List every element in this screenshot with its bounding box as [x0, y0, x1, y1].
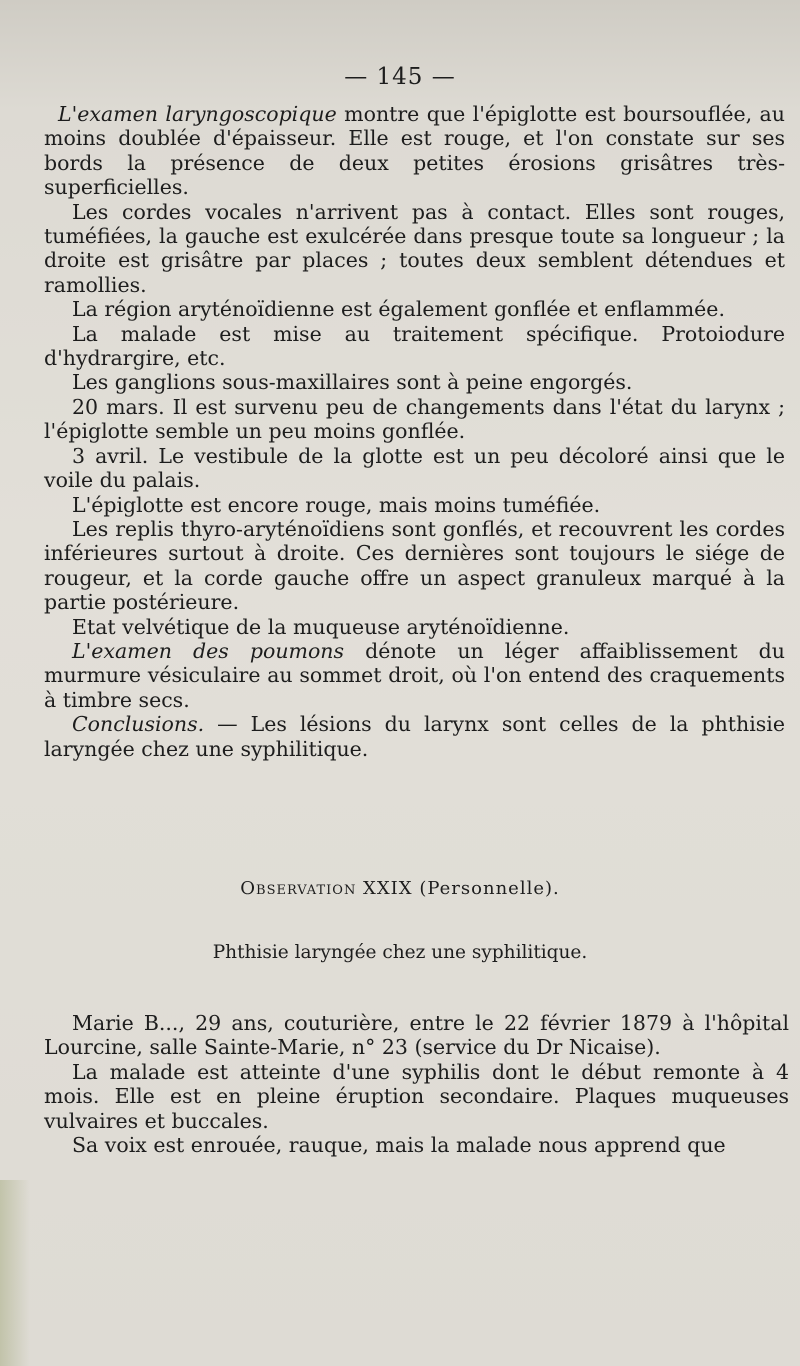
paragraph: 3 avril. Le vestibule de la glotte est un peu décoloré ainsi que le voile du palais.	[44, 443, 785, 493]
observation-heading	[0, 878, 800, 899]
paragraph	[44, 712, 785, 761]
paragraph: La malade est atteinte d'une syphilis dont le début remonte à 4 mois. Elle est en pleine éruption secondaire. Plaques muqueuses vulvaires et buccales.	[44, 1059, 789, 1133]
emphasis-text: L'examen des poumons	[72, 638, 345, 663]
paragraph: Les cordes vocales n'arrivent pas à contact. Elles sont rouges, tuméfiées, la gauche est exulcérée dans presque toute sa longueur ; la droite est grisâtre par places ; toutes deux semblent détendues et ramollies.	[44, 199, 785, 297]
paragraph-text: montre que l'épiglotte est boursouflée, au moins doublée d'épaisseur. Elle est rouge, et l'on constate sur ses bords la présence de deux petites érosions grisâtres très-superficielles.	[44, 102, 785, 200]
emphasis-text: L'examen laryngoscopique	[58, 102, 337, 126]
body-text-bottom	[44, 1011, 789, 1157]
paragraph: Sa voix est enrouée, rauque, mais la malade nous apprend que	[72, 1133, 726, 1158]
paragraph: La région aryténoïdienne est également gonflée et enflammée.	[72, 297, 725, 322]
paragraph: Les replis thyro-aryténoïdiens sont gonflés, et recouvrent les cordes inférieures surtout à droite. Ces dernières sont toujours le siége de rougeur, et la corde gauche offre un aspect granuleux marqué à la partie postérieure.	[44, 516, 785, 615]
paragraph-text: dénote un léger affaiblissement du murmure vésiculaire au sommet droit, où l'on entend des craquements à timbre secs.	[44, 638, 785, 712]
paragraph: Marie B..., 29 ans, couturière, entre le 22 février 1879 à l'hôpital Lourcine, salle Sainte-Marie, n° 23 (service du Dr Nicaise).	[44, 1011, 789, 1060]
paragraph	[44, 639, 785, 712]
paragraph: La malade est mise au traitement spécifique. Protoiodure d'hydrargire, etc.	[44, 321, 785, 371]
paragraph-text: — Les lésions du larynx sont celles de la phthisie laryngée chez une syphilitique.	[44, 712, 785, 761]
page-number: — 145 —	[344, 64, 456, 90]
paragraph	[44, 102, 785, 200]
observation-label: Observation	[240, 878, 357, 899]
emphasis-text: Conclusions.	[72, 712, 205, 737]
paragraph: 20 mars. Il est survenu peu de changements dans l'état du larynx ; l'épiglotte semble un peu moins gonflée.	[44, 394, 785, 444]
observation-number: XXIX (Personnelle).	[356, 878, 560, 899]
paragraph: Etat velvétique de la muqueuse aryténoïdienne.	[72, 614, 570, 639]
page-stain	[0, 1180, 30, 1366]
paragraph: L'épiglotte est encore rouge, mais moins tuméfiée.	[72, 492, 601, 517]
paragraph: Les ganglions sous-maxillaires sont à peine engorgés.	[72, 370, 633, 395]
body-text-top	[44, 102, 785, 761]
observation-subtitle: Phthisie laryngée chez une syphilitique.	[212, 942, 588, 963]
